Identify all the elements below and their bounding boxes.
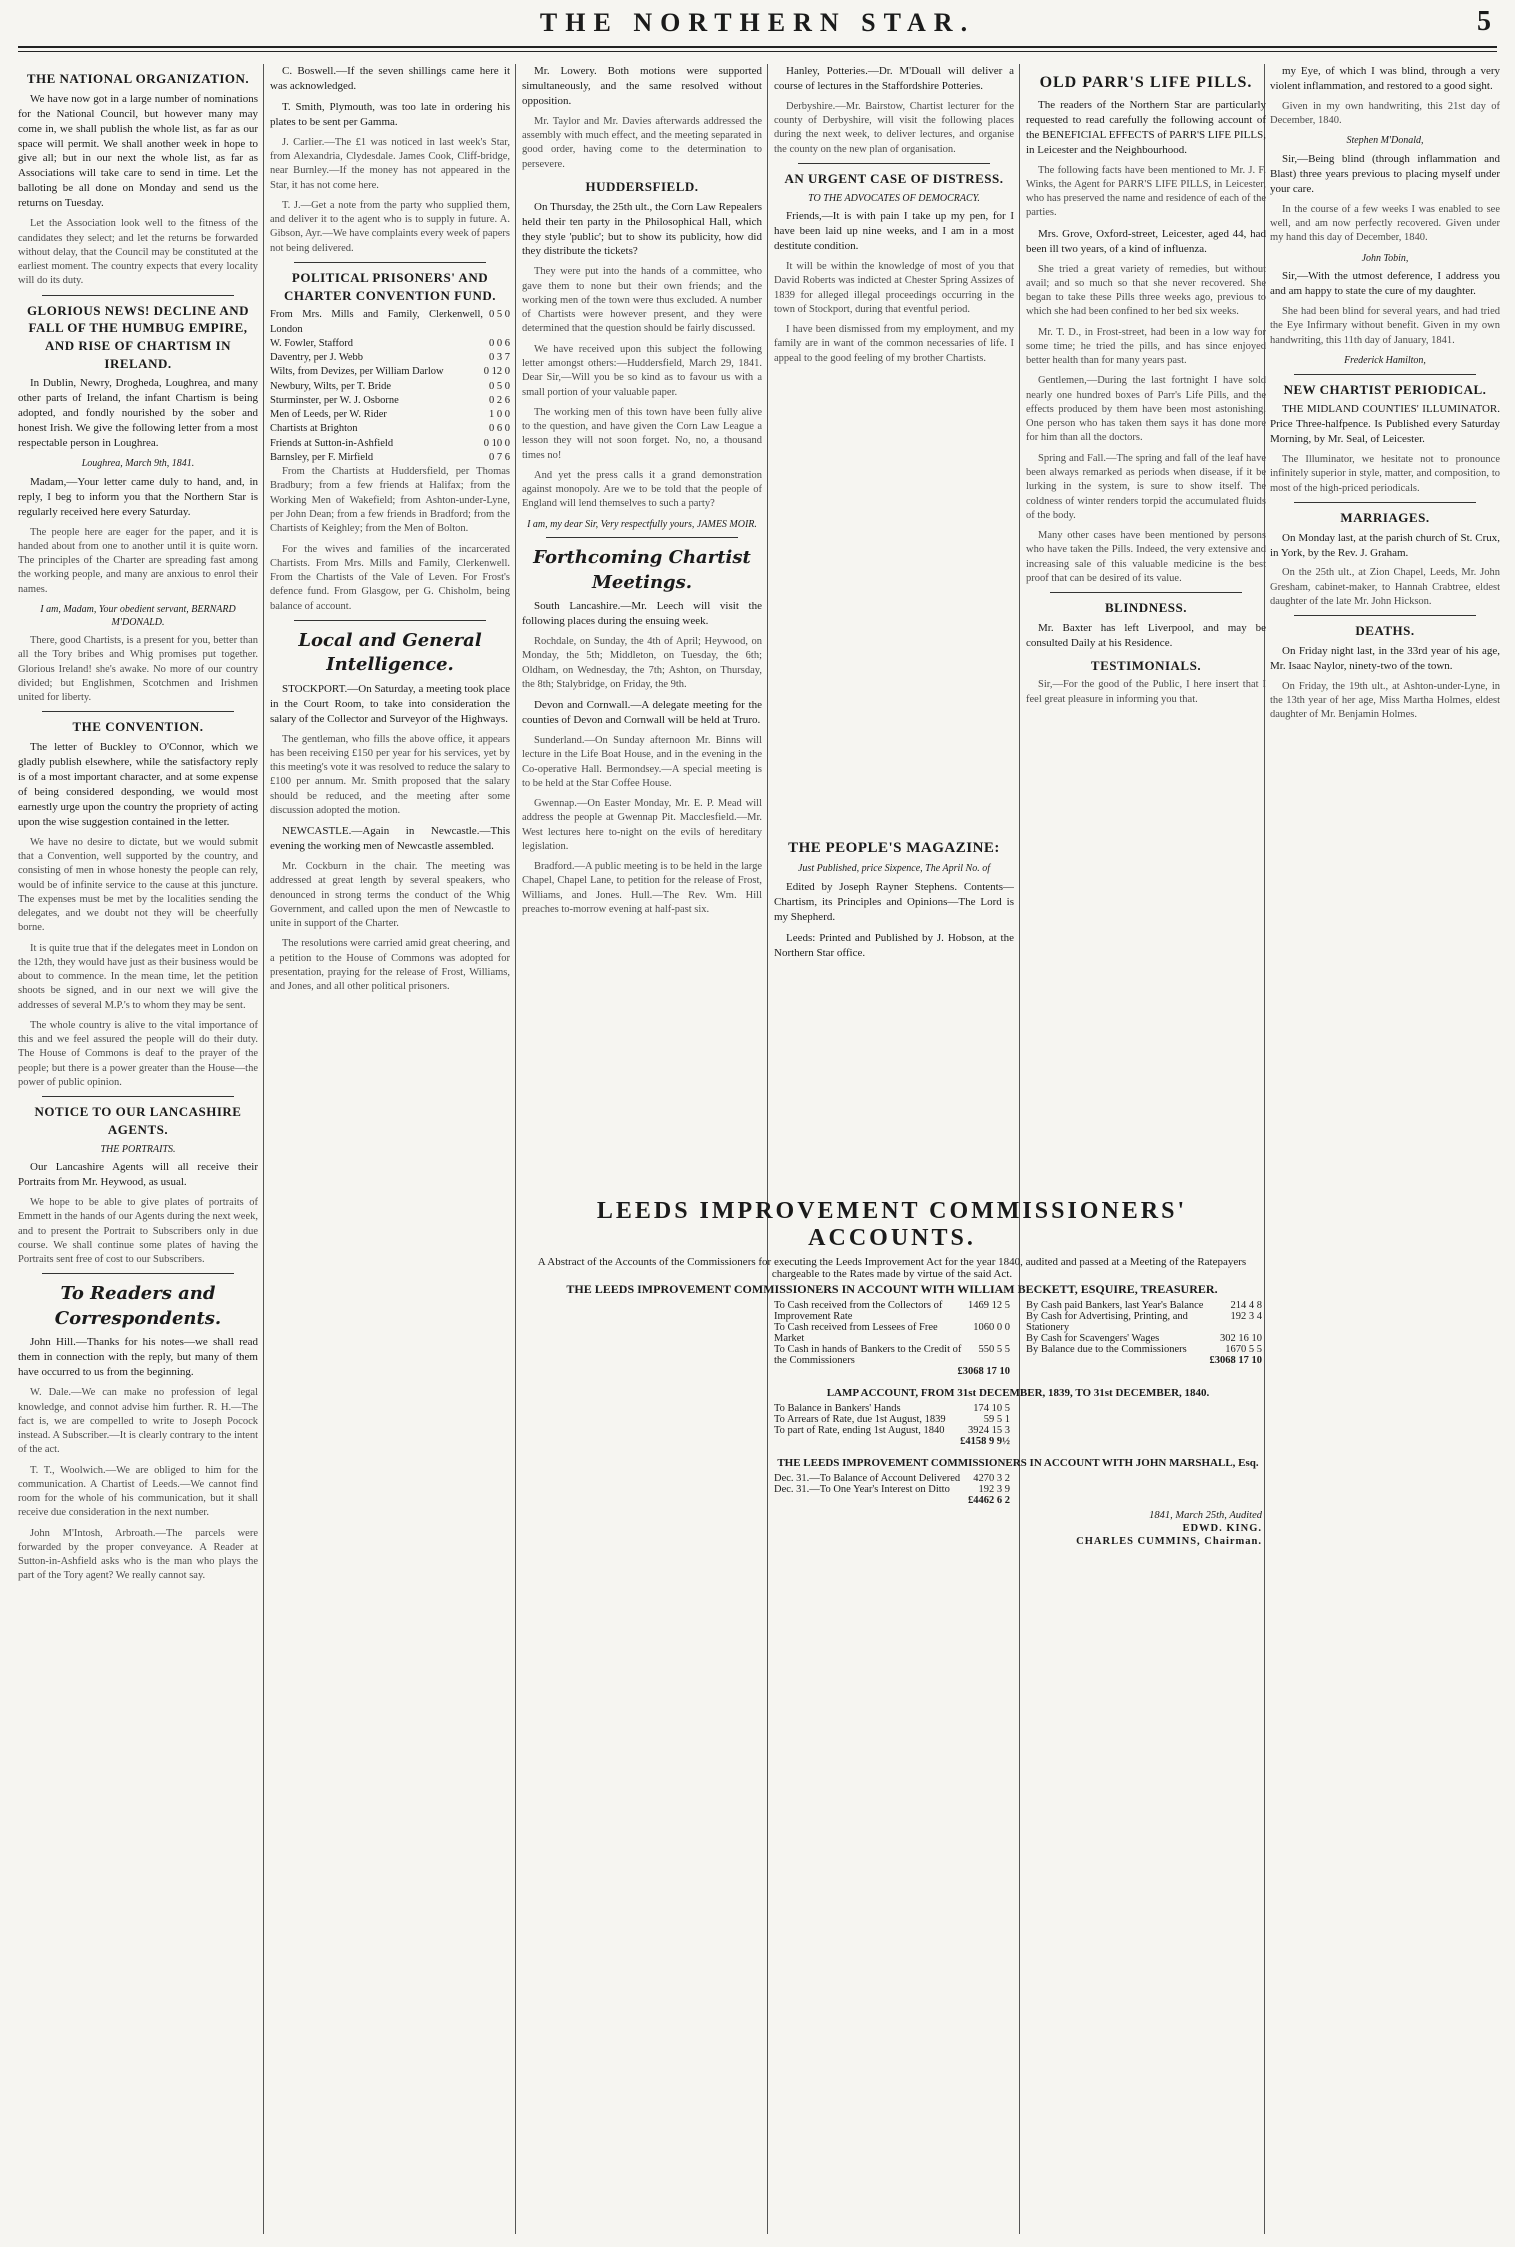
heading-new-periodical: NEW CHARTIST PERIODICAL. [1283, 381, 1487, 397]
ledger-total: £3068 17 10 [957, 1366, 1010, 1377]
article-paragraph: my Eye, of which I was blind, through a very violent inflammation, and restored to a good sight. [1270, 65, 1500, 92]
ledger-row: To Cash received from the Collectors of Improvement Rate 1469 12 5 [774, 1300, 1010, 1322]
fund-row: Chartists at Brighton 0 6 0 [270, 423, 510, 435]
article-paragraph: On Friday night last, in the 33rd year of his age, Mr. Isaac Naylor, ninety-two of the town. [1270, 644, 1500, 672]
ledger-row: Dec. 31.—To One Year's Interest on Ditto 192 3 9 [774, 1484, 1010, 1495]
article-paragraph: The letter of Buckley to O'Connor, which we gladly publish elsewhere, while the satisfactory reply is of a most important character, and at some expense of being considered desponding, we would most earnestly urge upon the country the propriety of acting upon the wise suggestion contained in the letter. [18, 741, 258, 828]
fund-row: W. Fowler, Stafford 0 0 6 [270, 337, 510, 349]
column-4: Hanley, Potteries.—Dr. M'Douall will deliver a course of lectures in the Staffordshire Potteries. Derbyshire.—Mr. Bairstow, Chartist lecturer for the county of Derbyshire, will visit the following places during the next week, to deliver lectures, and organise the county on the new plan of organisation. AN URGENT CASE OF DISTRESS. TO THE ADVOCATES OF DEMOCRACY. Friends,—It is with pain I take up my pen, for I have been laid up nine weeks, and I am in a most destitute condition. It will be within the knowledge of most of you that David Roberts was indicted at Chester Spring Assizes of 1839 for alleged illegal proceedings occurring in the town of Stockport, during that eventful period. I have been dismissed from my employment, and my family are in want of the common necessaries of life. I appeal to the good feeling of my brother Chartists. THE PEOPLE'S MAGAZINE: Just Published, price Sixpence, The April No. of Edited by Joseph Rayner Stephens. Contents—Chartism, its Principles and Opinions—The Lord is my Shepherd. Leeds: Printed and Published by J. Hobson, at the Northern Star office. [774, 65, 1014, 959]
ledger-row: To Cash in hands of Bankers to the Credit of the Commissioners 550 5 5 [774, 1344, 1010, 1366]
column-6: my Eye, of which I was blind, through a very violent inflammation, and restored to a good sight. Given in my own handwriting, this 21st day of December, 1840. Stephen M'Donald, Sir,—Being blind (through inflammation and Blast) three years previous to placing myself under your care. In the course of a few weeks I was enabled to see well, and am now perfectly recovered. Given under my hand this day of December, 1840. John Tobin, Sir,—With the utmost deference, I address you and am happy to state the cure of my daughter. She had been blind for several years, and had tried the Eye Infirmary without benefit. Given in my own handwriting, this 11th day of January, 1841. Frederick Hamilton, NEW CHARTIST PERIODICAL. THE MIDLAND COUNTIES' ILLUMINATOR. Price Three-halfpence. Is Published every Saturday Morning, by Mr. Seal, of Leicester. The Illuminator, we hesitate not to pronounce infinitely superior in style, matter, and composition, to most of the high-priced periodicals. MARRIAGES. On Monday last, at the parish church of St. Crux, in York, by the Rev. J. Graham. On the 25th ult., at Zion Chapel, Leeds, Mr. John Gresham, cabinet-maker, to Hannah Crabtree, eldest daughter of the late Mr. John Hickson. DEATHS. On Friday night last, in the 33rd year of his age, Mr. Isaac Naylor, ninety-two of the town. On Friday, the 19th ult., at Ashton-under-Lyne, in the 13th year of her age, Miss Martha Holmes, eldest daughter of Mr. Benjamin Holmes. [1270, 65, 1500, 721]
fund-row: Friends at Sutton-in-Ashfield 0 10 0 [270, 437, 510, 449]
ledger-total: £4462 6 2 [968, 1495, 1010, 1506]
heading-forthcoming-meetings: Forthcoming Chartist Meetings. [533, 547, 751, 593]
heading-peoples-magazine: THE PEOPLE'S MAGAZINE: [788, 839, 1000, 856]
fund-row: Men of Leeds, per W. Rider 1 0 0 [270, 409, 510, 421]
column-1: THE NATIONAL ORGANIZATION. We have now got in a large number of nominations for the National Council, but however many may come in, we shall publish the whole list, as far as our space will permit. We shall another week in hope to give all; but in our next the whole list, as far as Associations will take care to send in time. Let the balloting be all done on Monday and send us the returns on Tuesday. Let the Association look well to the fitness of the candidates they select; and let the returns be forwarded without delay, that the Council may be constituted at the earliest moment. The country expects that every locality will do its duty. GLORIOUS NEWS! DECLINE AND FALL OF THE HUMBUG EMPIRE, AND RISE OF CHARTISM IN IRELAND. In Dublin, Newry, Drogheda, Loughrea, and many other parts of Ireland, the infant Chartism is being adopted, and fondly nourished by the sober and honest Irish. We give the following letter from a most respectable person in Loughrea. Loughrea, March 9th, 1841. Madam,—Your letter came duly to hand, and, in reply, I beg to inform you that the Northern Star is regularly received here every Saturday. The people here are eager for the paper, and it is handed about from one to another until it is quite worn. The principles of the Charter are spreading fast among the working people, and many are anxious to enrol their names. I am, Madam, Your obedient servant, BERNARD M'DONALD. There, good Chartists, is a present for you, better than all the Tory bribes and Whig promises put together. Glorious Ireland! she's awake. No more of our country divided; but Englishmen, Scotchmen and Irishmen united for liberty. THE CONVENTION. The letter of Buckley to O'Connor, which we gladly publish elsewhere, while the satisfactory reply is of a most important character, and at some expense of being considered desponding, we would most earnestly urge upon the country the propriety of acting upon the wise suggestion contained in the letter. We have no desire to dictate, but we would submit that a Convention, well supported by the country, and consisting of men in whose honesty the people can rely, would be of infinite service to the cause at this juncture. The expenses must be met by the localities sending the delegates, and we doubt not they will be cheerfully borne. It is quite true that if the delegates meet in London on the 12th, they would have just as their business would be about to commence. In the mean time, let the petition shoots be signed, and in our next we will give the addresses of several M.P.'s to whom they may be sent. The whole country is alive to the vital importance of this and we feel assured the people will do their duty. The House of Commons is deaf to the prayer of the people; but there is a power greater than the House—the power of public opinion. NOTICE TO OUR LANCASHIRE AGENTS. THE PORTRAITS. Our Lancashire Agents will all receive their Portraits from Mr. Heywood, as usual. We hope to be able to give plates of portraits of Emmett in the hands of our Agents during the next week, and to present the Portrait to Subscribers only in due course. We shall continue some plates of having the Portraits sent free of cost to our Subscribers. To Readers and Correspondents. John Hill.—Thanks for his notes—we shall read them in connection with the reply, but many of them have occurred to us from the beginning. W. Dale.—We can make no profession of legal knowledge, and connot advise him further. R. H.—The fact is, we are compelled to write to Joseph Pocock instead. A Subscriber.—It is clearly contrary to the intent of the act. T. T., Woolwich.—We are obliged to him for the communication. A Chartist of Leeds.—We cannot find room for the whole of his communication, but it shall receive due consideration in the next number. John M'Intosh, Arbroath.—The parcels were forwarded by the proper conveyance. A Reader at Sutton-in-Ashfield asks who is the man who plays the part of the Tory agent? We really cannot say. [18, 71, 258, 1582]
fund-row: Daventry, per J. Webb 0 3 7 [270, 352, 510, 364]
heading-local-intelligence: Local and General Intelligence. [298, 629, 482, 676]
ledger-row: Dec. 31.—To Balance of Account Delivered 4270 3 2 [774, 1473, 1010, 1484]
fund-row: Sturminster, per W. J. Osborne 0 2 6 [270, 394, 510, 406]
leeds-accounts-title: LEEDS IMPROVEMENT COMMISSIONERS' ACCOUNTS. [596, 1198, 1188, 1251]
leeds-accounts-abstract: A Abstract of the Accounts of the Commissioners for executing the Leeds Improvement Act for the year 1840, audited and passed at a Meeting of the Ratepayers chargeable to the Rates made by virtue of the said Act. [537, 1256, 1247, 1280]
article-paragraph: Hanley, Potteries.—Dr. M'Douall will deliver a course of lectures in the Staffordshire Potteries. [774, 65, 1014, 92]
heading-deaths: DEATHS. [1355, 623, 1415, 639]
letter-signature: I am, my dear Sir, Very respectfully yours, JAMES MOIR. [527, 518, 757, 530]
heading-national-organization: THE NATIONAL ORGANIZATION. [26, 71, 250, 86]
article-paragraph: Mr. Lowery. Both motions were supported simultaneously, and the same resolved without opposition. [522, 65, 762, 107]
heading-testimonials: TESTIMONIALS. [1090, 657, 1202, 673]
fund-list [270, 308, 510, 465]
heading-glorious-news: GLORIOUS NEWS! DECLINE AND FALL OF THE HUMBUG EMPIRE, AND RISE OF CHARTISM IN IRELAND. [26, 302, 250, 371]
column-divider [767, 64, 768, 2234]
article-paragraph: On Thursday, the 25th ult., the Corn Law Repealers held their ten party in the Philosophical Hall, which they style 'public'; but to show its publicity, how did they distribute the tickets? [522, 200, 762, 258]
article-paragraph: Leeds: Printed and Published by J. Hobson, at the Northern Star office. [774, 931, 1014, 959]
article-paragraph: We have now got in a large number of nominations for the National Council, but however many may come in, we shall publish the whole list, as far as our space will permit. We shall another week in hope to give all; but in our next the whole list, as far as Associations will take care to send in time. Let the balloting be all done on Monday and send us the returns on Tuesday. [18, 92, 258, 210]
column-divider [263, 64, 264, 2234]
article-paragraph: STOCKPORT.—On Saturday, a meeting took place in the Court Room, to take into consideration the salary of the Collector and Surveyor of the Highways. [270, 682, 510, 725]
leeds-accounts-header [522, 1198, 1262, 1297]
letter-signature: I am, Madam, Your obedient servant, BERNARD M'DONALD. [40, 603, 236, 629]
heading-readers-correspondents: To Readers and Correspondents. [54, 1283, 222, 1329]
leeds-ledger [774, 1300, 1262, 1547]
article-paragraph: T. Smith, Plymouth, was too late in ordering his plates to be sent per Gamma. [270, 100, 510, 128]
column-5: OLD PARR'S LIFE PILLS. The readers of the Northern Star are particularly requested to read carefully the following account of the BENEFICIAL EFFECTS of PARR'S LIFE PILLS, in Leicester and the Neighbourhood. The following facts have been mentioned to Mr. J. F. Winks, the Agent for PARR'S LIFE PILLS, in Leicester, who has preserved the name and residence of each of the parties. Mrs. Grove, Oxford-street, Leicester, aged 44, had been ill two years, of a kind of influenza. She tried a great variety of remedies, but without avail; and so much so that she never recovered. She began to take these Pills three weeks ago, previous to which she had been confined to her bed six weeks. Mr. T. D., in Frost-street, had been in a low way for some time; he tried the pills, and has since enjoyed better health than for many years past. Gentlemen,—During the last fortnight I have sold nearly one hundred boxes of Parr's Life Pills, and the effects produced by them have been most astonishing. One person who has taken them says it has done more for him than all the doctors. Spring and Fall.—The spring and fall of the leaf have been always remarked as periods when disease, if it be lurking in the system, is sure to show itself. The coldness of winter renders torpid the accumulated fluids of the body. Many other cases have been mentioned by persons who have taken the Pills. Indeed, the very extensive and increasing sale of this valuable medicine is the best proof that can be desired of its value. BLINDNESS. Mr. Baxter has left Liverpool, and may be consulted Daily at his Residence. TESTIMONIALS. Sir,—For the good of the Public, I here insert that I feel great pleasure in informing you that. [1026, 74, 1266, 705]
ledger-row: By Balance due to the Commissioners 1670 5 5 [1026, 1344, 1262, 1355]
marshall-account-title: THE LEEDS IMPROVEMENT COMMISSIONERS IN ACCOUNT WITH JOHN MARSHALL, Esq. [777, 1457, 1259, 1469]
heading-notice-agents: NOTICE TO OUR LANCASHIRE AGENTS. [34, 1104, 242, 1137]
heading-huddersfield: HUDDERSFIELD. [585, 178, 699, 194]
ledger-row: To Cash received from Lessees of Free Market 1060 0 0 [774, 1322, 1010, 1344]
lamp-account-title: LAMP ACCOUNT, FROM 31st DECEMBER, 1839, TO 31st DECEMBER, 1840. [826, 1387, 1210, 1399]
subheading-democracy: TO THE ADVOCATES OF DEMOCRACY. [808, 192, 980, 204]
testimonial-signer: Frederick Hamilton, [1344, 354, 1426, 366]
article-paragraph: John Hill.—Thanks for his notes—we shall read them in connection with the reply, but many of them have occurred to us from the beginning. [18, 1336, 258, 1379]
article-paragraph: Madam,—Your letter came duly to hand, and, in reply, I beg to inform you that the Northern Star is regularly received here every Saturday. [18, 475, 258, 518]
article-paragraph: Sir,—With the utmost deference, I address you and am happy to state the cure of my daughter. [1270, 270, 1500, 298]
article-paragraph: In Dublin, Newry, Drogheda, Loughrea, and many other parts of Ireland, the infant Chartism is being adopted, and fondly nourished by the sober and honest Irish. We give the following letter from a most respectable person in Loughrea. [18, 377, 258, 450]
masthead-title: THE NORTHERN STAR. [539, 8, 976, 37]
column-2: C. Boswell.—If the seven shillings came here it was acknowledged. T. Smith, Plymouth, was too late in ordering his plates to be sent per Gamma. J. Carlier.—The £1 was noticed in last week's Star, from Alexandria, Clydesdale. James Cook, Cliff-bridge, near Burnley.—If the money has not appeared in the Star, it has not come here. T. J.—Get a note from the party who supplied them, and deliver it to the agent who is to supply in future. A. Gibson, Ayr.—We have complaints every week of papers not being delivered. POLITICAL PRISONERS' AND CHARTER CONVENTION FUND. From Mrs. Mills and Family, Clerkenwell, London 0 5 0 W. Fowler, Stafford 0 0 6 Daventry, per J. Webb 0 3 7 Wilts, from Devizes, per William Darlow 0 12 0 Newbury, Wilts, per T. Bride 0 5 0 Sturminster, per W. J. Osborne 0 2 6 Men of Leeds, per W. Rider 1 0 0 Chartists at Brighton 0 6 0 Friends at Sutton-in-Ashfield 0 10 0 Barnsley, per F. Mirfield 0 7 6 From the Chartists at Huddersfield, per Thomas Bradbury; from a few friends at Halifax; from the Working Men of Wakefield; from Ashton-under-Lyne, per John Dean; from a few friends in Bradford; from the Chartists of Keighley; from the Men of Bolton. For the wives and families of the incarcerated Chartists. From Mrs. Mills and Family, Clerkenwell. From the Chartists of the Vale of Leven. For Frost's defence fund. From Glasgow, per G. Chisholm, being balance of account. Local and General Intelligence. STOCKPORT.—On Saturday, a meeting took place in the Court Room, to take into consideration the salary of the Collector and Surveyor of the Highways. The gentleman, who fills the above office, it appears has been receiving £150 per year for his services, yet by this meeting's vote it was resolved to reduce the salary to £100 per annum. Mr. Smith proposed that the salary should be reduced, and the meeting after some discussion adopted the motion. NEWCASTLE.—Again in Newcastle.—This evening the working men of Newcastle assembled. Mr. Cockburn in the chair. The meeting was addressed at great length by several speakers, who denounced in strong terms the conduct of the Whig Government, and called upon the men of Newcastle to unite in support of the Charter. The resolutions were carried amid great cheering, and a petition to the House of Commons was adopted for presentation, praying for the release of Frost, Williams, and Jones, and all other political prisoners. [270, 65, 510, 993]
article-paragraph: C. Boswell.—If the seven shillings came here it was acknowledged. [270, 65, 510, 92]
column-divider [515, 64, 516, 2234]
heading-marriages: MARRIAGES. [1340, 509, 1430, 525]
auditor-name: EDWD. KING. [1182, 1523, 1262, 1534]
fund-row: Wilts, from Devizes, per William Darlow 0 12 0 [270, 366, 510, 378]
article-paragraph: Mrs. Grove, Oxford-street, Leicester, aged 44, had been ill two years, of a kind of influenza. [1026, 227, 1266, 255]
dateline: Loughrea, March 9th, 1841. [81, 458, 195, 470]
article-paragraph: NEWCASTLE.—Again in Newcastle.—This evening the working men of Newcastle assembled. [270, 825, 510, 853]
ledger-row: By Cash for Advertising, Printing, and Stationery 192 3 4 [1026, 1311, 1262, 1333]
masthead-rule-thin [18, 51, 1497, 52]
ledger-total: £3068 17 10 [1209, 1355, 1262, 1366]
article-paragraph: The readers of the Northern Star are particularly requested to read carefully the following account of the BENEFICIAL EFFECTS of PARR'S LIFE PILLS, in Leicester and the Neighbourhood. [1026, 98, 1266, 156]
ledger-total: £4158 9 9½ [960, 1436, 1010, 1447]
ledger-row: By Cash for Scavengers' Wages 302 16 10 [1026, 1333, 1262, 1344]
ledger-debit [774, 1300, 1010, 1377]
ledger-row: To Balance in Bankers' Hands 174 10 5 [774, 1403, 1010, 1414]
magazine-subheading: Just Published, price Sixpence, The April No. of [797, 863, 990, 875]
heading-fund: POLITICAL PRISONERS' AND CHARTER CONVENTION FUND. [284, 269, 496, 303]
ledger-row: To part of Rate, ending 1st August, 1840 3924 15 3 [774, 1425, 1010, 1436]
article-paragraph: Mr. Baxter has left Liverpool, and may be consulted Daily at his Residence. [1026, 621, 1266, 649]
ledger-row: To Arrears of Rate, due 1st August, 1839 59 5 1 [774, 1414, 1010, 1425]
column-3: Mr. Lowery. Both motions were supported simultaneously, and the same resolved without opposition. Mr. Taylor and Mr. Davies afterwards addressed the assembly with much effect, and the meeting separated in good order, having come to the determination to persevere. HUDDERSFIELD. On Thursday, the 25th ult., the Corn Law Repealers held their ten party in the Philosophical Hall, which they style 'public'; but to show its publicity, how did they distribute the tickets? They were put into the hands of a committee, who gave them to none but their own friends; and the working men of the town were thus excluded. A number of Chartists were however present, and they were determined that the question should be fairly discussed. We have received upon this subject the following letter amongst others:—Huddersfield, March 29, 1841. Dear Sir,—Will you be so kind as to favour us with a small portion of your valuable paper. The working men of this town have been fully alive to the question, and have given the Corn Law League a lesson they will not soon forget. No, no, a thousand times no! And yet the press calls it a grand demonstration against monopoly. Are we to be told that the people of England will lend themselves to such a party? I am, my dear Sir, Very respectfully yours, JAMES MOIR. Forthcoming Chartist Meetings. South Lancashire.—Mr. Leech will visit the following places during the ensuing week. Rochdale, on Sunday, the 4th of April; Heywood, on Monday, the 5th; Middleton, on Tuesday, the 6th; Oldham, on Wednesday, the 7th; Ashton, on Thursday, the 8th; Stalybridge, on Friday, the 9th. Devon and Cornwall.—A delegate meeting for the counties of Devon and Cornwall will be held at Truro. Sunderland.—On Sunday afternoon Mr. Binns will lecture in the Life Boat House, and in the evening in the Co-operative Hall. Bermondsey.—A special meeting is to be held at the Star Coffee House. Gwennap.—On Easter Monday, Mr. E. P. Mead will address the people at Gwennap Pit. Macclesfield.—Mr. West lectures here to-night on the evils of hereditary legislation. Bradford.—A public meeting is to be held in the large Chapel, Chapel Lane, to petition for the release of Frost, Williams, and Jones. Hull.—The Rev. Wm. Hill preaches to-morrow evening at half-past six. [522, 65, 762, 915]
testimonial-signer: John Tobin, [1361, 252, 1409, 264]
article-paragraph: On Monday last, at the parish church of St. Crux, in York, by the Rev. J. Graham. [1270, 531, 1500, 559]
audit-date: 1841, March 25th, Audited [1149, 1510, 1262, 1521]
article-paragraph: THE MIDLAND COUNTIES' ILLUMINATOR. Price Three-halfpence. Is Published every Saturday Morning, by Mr. Seal, of Leicester. [1270, 403, 1500, 446]
marshall-account [774, 1473, 1010, 1506]
page-number: 5 [1477, 6, 1491, 37]
article-paragraph: Our Lancashire Agents will all receive their Portraits from Mr. Heywood, as usual. [18, 1161, 258, 1189]
article-paragraph: South Lancashire.—Mr. Leech will visit the following places during the ensuing week. [522, 600, 762, 628]
chairman-name: CHARLES CUMMINS, Chairman. [1076, 1536, 1262, 1547]
fund-row: From Mrs. Mills and Family, Clerkenwell, London 0 5 0 [270, 309, 510, 335]
testimonial-signer: Stephen M'Donald, [1346, 135, 1424, 147]
article-paragraph: Edited by Joseph Rayner Stephens. Contents—Chartism, its Principles and Opinions—The Lord is my Shepherd. [774, 880, 1014, 923]
ledger-row: By Cash paid Bankers, last Year's Balance 214 4 8 [1026, 1300, 1262, 1311]
fund-row: Barnsley, per F. Mirfield 0 7 6 [270, 451, 510, 463]
article-paragraph: Devon and Cornwall.—A delegate meeting for the counties of Devon and Cornwall will be held at Truro. [522, 699, 762, 727]
lamp-account [774, 1403, 1010, 1447]
fund-row: Newbury, Wilts, per T. Bride 0 5 0 [270, 380, 510, 392]
column-divider [1019, 64, 1020, 2234]
article-paragraph: Sir,—Being blind (through inflammation and Blast) three years previous to placing myself under your care. [1270, 153, 1500, 195]
heading-convention: THE CONVENTION. [72, 719, 204, 735]
article-paragraph: Friends,—It is with pain I take up my pen, for I have been laid up nine weeks, and I am in a most destitute condition. [774, 210, 1014, 253]
ledger-credit [1026, 1300, 1262, 1377]
heading-blindness: BLINDNESS. [1105, 600, 1187, 616]
heading-parrs-pills: OLD PARR'S LIFE PILLS. [1039, 74, 1253, 91]
subheading-portraits: THE PORTRAITS. [100, 1143, 176, 1155]
leeds-accounts-subtitle: THE LEEDS IMPROVEMENT COMMISSIONERS IN ACCOUNT WITH WILLIAM BECKETT, ESQUIRE, TREASURER. [566, 1282, 1218, 1296]
masthead-rule [18, 46, 1497, 48]
heading-urgent-distress: AN URGENT CASE OF DISTRESS. [784, 170, 1004, 186]
